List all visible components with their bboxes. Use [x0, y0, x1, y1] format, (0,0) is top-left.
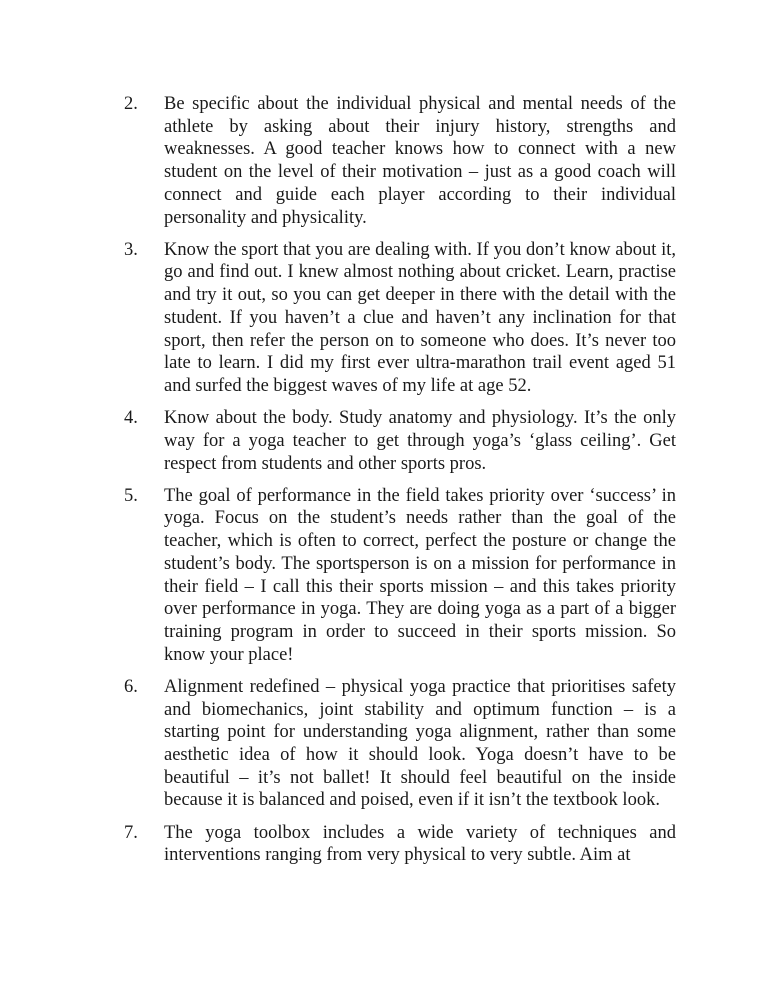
list-item-4: [124, 407, 676, 475]
numbered-list: [124, 93, 676, 877]
list-item-number: 7.: [124, 822, 138, 843]
list-item-number: 6.: [124, 676, 138, 697]
list-item-5: [124, 485, 676, 667]
list-item-text: The goal of performance in the field takes priority over ‘success’ in yoga. Focus on the student’s needs rather than the goal of the teacher, which is often to correct, perfect the posture or change the student’s body. The sportsperson is on a mission for performance in their field – I call this their sports mission – and this takes priority over performance in yoga. They are doing yoga as a part of a bigger training program in order to succeed in their sports mission. So know your place!: [164, 485, 676, 665]
list-item-text: Know the sport that you are dealing with. If you don’t know about it, go and find out. I knew almost nothing about cricket. Learn, practise and try it out, so you can get deeper in there with the detail with the student. If you haven’t a clue and haven’t any inclination for that sport, then refer the person on to someone who does. It’s never too late to learn. I did my first ever ultra-marathon trail event aged 51 and surfed the biggest waves of my life at age 52.: [164, 239, 676, 396]
list-item-number: 3.: [124, 239, 138, 260]
list-item-number: 2.: [124, 94, 138, 114]
list-item-3: [124, 239, 676, 398]
list-item-text: Be specific about the individual physical and mental needs of the athlete by asking about their injury history, strengths and weaknesses. A good teacher knows how to connect with a new student on the level of their motivation – just as a good coach will connect and guide each player according to their individual personality and physicality.: [164, 94, 676, 228]
list-item-number: 5.: [124, 485, 138, 506]
list-item-2: [124, 93, 676, 229]
list-item-6: [124, 676, 676, 812]
list-item-number: 4.: [124, 408, 138, 429]
list-item-text: Know about the body. Study anatomy and physiology. It’s the only way for a yoga teacher to get through yoga’s ‘glass ceiling’. Get respect from students and other sports pros.: [164, 408, 676, 474]
list-item-7: [124, 822, 676, 867]
list-item-text: Alignment redefined – physical yoga practice that prioritises safety and biomechanics, joint stability and optimum function – is a starting point for understanding yoga alignment, rather than some aesthetic idea of how it should look. Yoga doesn’t have to be beautiful – it’s not ballet! It should feel beautiful on the inside because it is balanced and poised, even if it isn’t the textbook look.: [164, 676, 676, 811]
list-item-text: The yoga toolbox includes a wide variety of techniques and interventions ranging from very physical to very subtle. Aim at: [164, 822, 676, 866]
